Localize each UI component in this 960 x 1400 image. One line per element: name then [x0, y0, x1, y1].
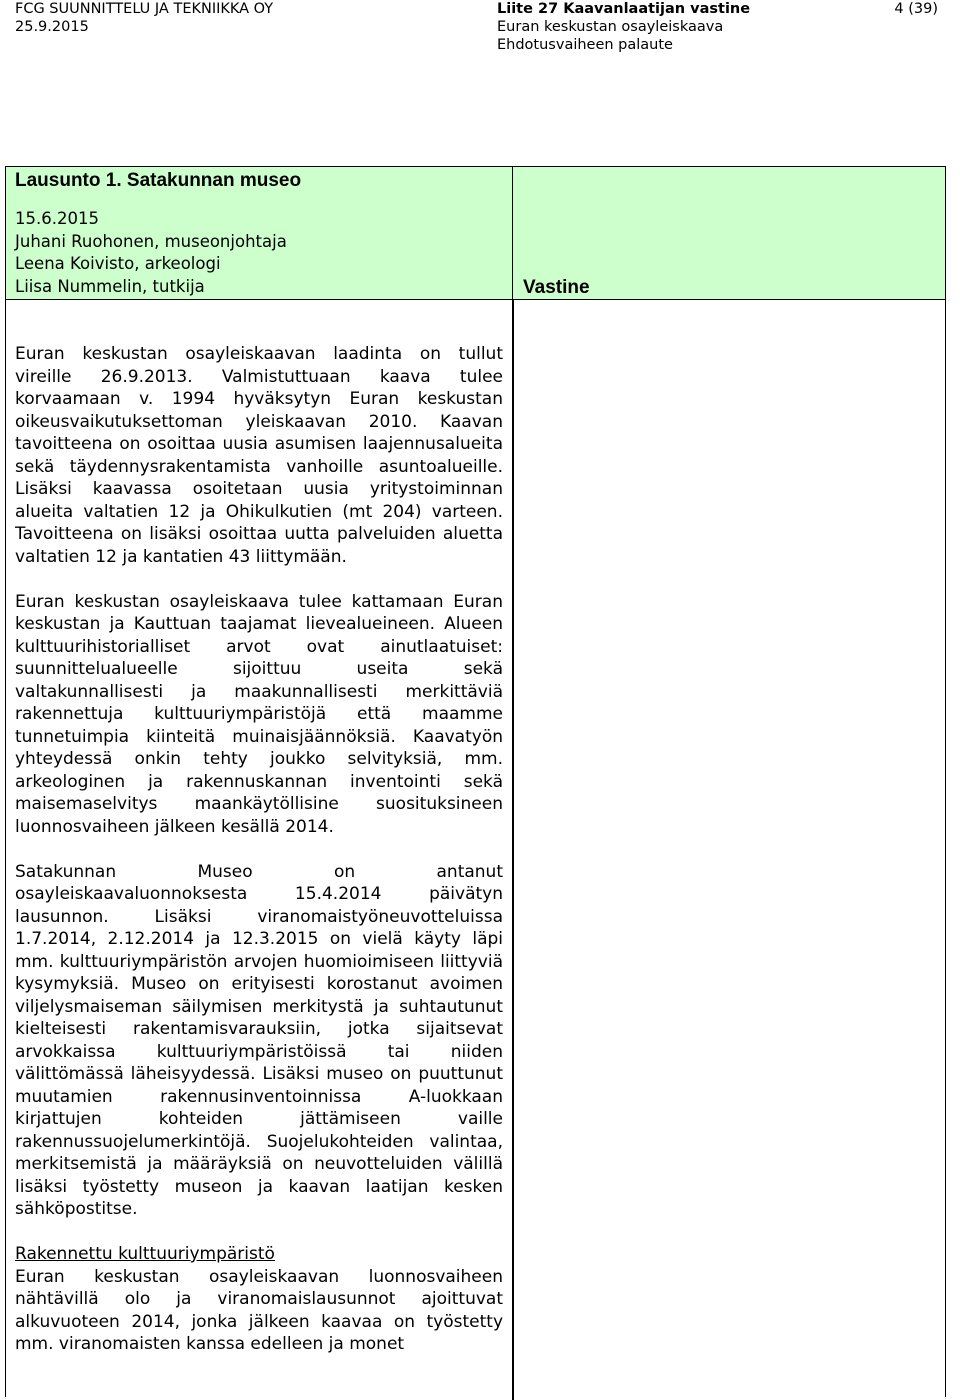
body-paragraph: Euran keskustan osayleiskaavan luonnosvaiheen nähtävillä olo ja viranomaislausunnot ajoittuvat alkuvuoteen 2014, jonka jälkeen kaavaa on työstetty mm. viranomaisten kanssa edelleen ja monet: [15, 1266, 503, 1354]
response-heading: Vastine: [523, 277, 590, 298]
header-left: [15, 0, 273, 36]
body-paragraph: Satakunnan Museo on antanut osayleiskaavaluonnoksesta 15.4.2014 päivätyn lausunnon. Lisäksi viranomaistyöneuvotteluissa 1.7.2014, 2.12.2014 ja 12.3.2015 on vielä käyty läpi mm. kulttuuriympäristön arvojen huomioimiseen liittyviä kysymyksiä. Museo on erityisesti korostanut avoimen viljelysmaiseman säilymisen merkitystä ja suhtautunut kielteisesti rakentamisvarauksiin, jotka sijaitsevat arvokkaissa kulttuuriympäristöissä tai niiden välittömässä läheisyydessä. Lisäksi museo on puuttunut muutamien rakennusinventoinnissa A-luokkaan kirjattujen kohteiden jättämiseen vaille rakennussuojelumerkintöjä. Suojelukohteiden valintaa, merkitsemistä ja määräyksiä on neuvotteluiden välillä lisäksi työstetty museon ja kaavan laatijan kesken sähköpostitse.: [15, 861, 503, 1219]
column-divider: [512, 300, 514, 1400]
signer: Leena Koivisto, arkeologi: [15, 254, 221, 273]
company-name: FCG SUUNNITTELU JA TEKNIIKKA OY: [15, 1, 274, 17]
statement-date: 15.6.2015: [15, 209, 99, 228]
body-paragraph: Euran keskustan osayleiskaava tulee kattamaan Euran keskustan ja Kauttuan taajamat lievealueineen. Alueen kulttuurihistorialliset arvot ovat ainutlaatuiset: suunnittelualueelle sijoittuu useita sekä valtakunnallisesti ja maakunnallisesti merkittäviä rakennettuja kulttuuriympäristöjä että maamme tunnetuimpia kiinteitä muinaisjäännöksiä. Kaavatyön yhteydessä onkin tehty joukko selvityksiä, mm. arkeologinen ja rakennuskannan inventointi sekä maisemaselvitys maankäytöllisine suosituksineen luonnosvaiheen jälkeen kesällä 2014.: [15, 591, 503, 837]
attachment-title: Liite 27 Kaavanlaatijan vastine: [497, 1, 751, 17]
response-header-cell: [513, 167, 945, 300]
signer: Juhani Ruohonen, museonjohtaja: [15, 231, 287, 251]
plan-name: Euran keskustan osayleiskaava: [497, 19, 724, 35]
statement-table: [5, 166, 946, 1397]
phase-label: Ehdotusvaiheen palaute: [497, 37, 673, 53]
statement-header-cell: [6, 167, 513, 300]
statement-title: Lausunto 1. Satakunnan museo: [15, 170, 302, 191]
statement-meta: [15, 208, 287, 298]
body-paragraph: Euran keskustan osayleiskaavan laadinta on tullut vireille 26.9.2013. Valmistuttuaan kaava tulee korvaamaan v. 1994 hyväksytyn Euran keskustan oikeusvaikutuksettoman yleiskaavan 2010. Kaavan tavoitteena on osoittaa uusia asumisen laajennusalueita sekä täydennysrakentamista vanhoille asuntoalueille. Lisäksi kaavassa osoitetaan uusia yritystoiminnan alueita valtatien 12 ja Ohikulkutien (mt 204) varteen. Tavoitteena on lisäksi osoittaa uutta palveluiden aluetta valtatien 12 ja kantatien 43 liittymään.: [15, 344, 503, 567]
document-date: 25.9.2015: [15, 19, 89, 35]
section-subheading: Rakennettu kulttuuriympäristö: [15, 1244, 275, 1264]
statement-body: [15, 343, 503, 1356]
header-center: [497, 0, 750, 54]
signer: Liisa Nummelin, tutkija: [15, 276, 205, 296]
page-header: [0, 0, 960, 70]
page-number: 4 (39): [894, 1, 938, 17]
